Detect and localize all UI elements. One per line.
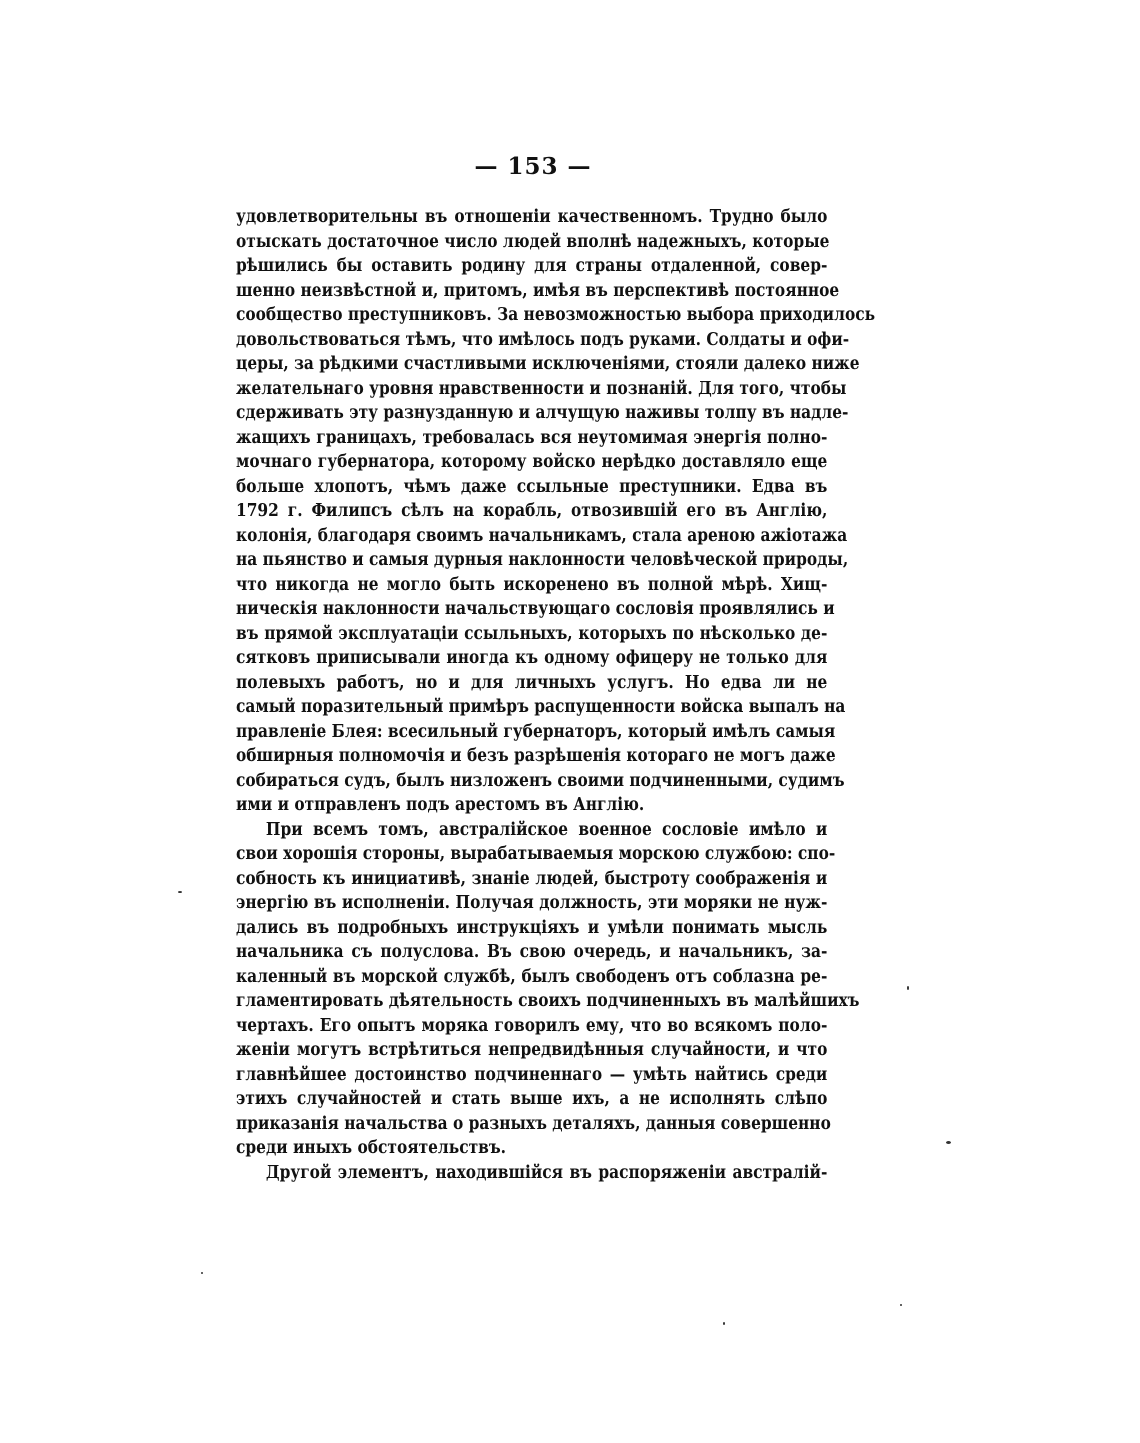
text-line: дались въ подробныхъ инструкцiяхъ и умѣли понимать мысль xyxy=(236,917,828,938)
scan-speck xyxy=(178,891,182,893)
text-line: свои хорошiя стороны, вырабатываемыя морскою службою: спо- xyxy=(236,844,836,864)
text-line: женiи могутъ встрѣтиться непредвидѣнныя случайности, и что xyxy=(236,1040,828,1060)
text-line: сятковъ приписывали иногда къ одному офицеру не только для xyxy=(236,648,828,668)
text-line: 1792 г. Филипсъ сѣлъ на корабль, отвозившiй его въ Англiю, xyxy=(236,501,828,521)
text-line: удовлетворительны въ отношенiи качественномъ. Трудно было xyxy=(236,207,828,227)
scan-speck xyxy=(907,986,909,990)
text-line: рѣшились бы оставить родину для страны отдаленной, совер- xyxy=(236,256,828,276)
page-number: — 153 — xyxy=(474,153,592,180)
text-line: чертахъ. Его опытъ моряка говорилъ ему, что во всякомъ поло- xyxy=(236,1015,828,1036)
text-line: ническiя наклонности начальствующаго сословiя проявлялись и xyxy=(236,599,835,619)
text-line: обширныя полномочiя и безъ разрѣшенiя котораго не могъ даже xyxy=(236,746,836,766)
text-line: полевыхъ работъ, но и для личныхъ услугъ. Но едва ли не xyxy=(236,672,828,693)
scan-speck xyxy=(946,1141,951,1144)
text-line: самый поразительный примѣръ распущенности войска выпалъ на xyxy=(236,697,846,717)
text-line: энергiю въ исполненiи. Получая должность, эти моряки не нуж- xyxy=(236,893,828,913)
text-line: этихъ случайностей и стать выше ихъ, а не исполнять слѣпо xyxy=(236,1089,828,1109)
text-line: шенно неизвѣстной и, притомъ, имѣя въ перспективѣ постоянное xyxy=(236,280,840,301)
paragraph-first-line: При всемъ томъ, австралiйское военное сословiе имѣло и xyxy=(265,819,828,840)
text-line: желательнаго уровня нравственности и познанiй. Для того, чтобы xyxy=(236,378,847,399)
text-line: больше хлопотъ, чѣмъ даже ссыльные преступники. Едва въ xyxy=(236,476,828,497)
scan-speck xyxy=(900,1304,902,1306)
body-text xyxy=(236,205,876,1185)
scan-speck xyxy=(201,1272,203,1274)
text-line: сдерживать эту разнузданную и алчущую наживы толпу въ надле- xyxy=(236,403,849,423)
text-line: приказанiя начальства о разныхъ деталяхъ, данныя совершенно xyxy=(236,1113,831,1134)
text-line: собираться судъ, былъ низложенъ своими подчиненными, судимъ xyxy=(236,770,845,791)
text-line: мочнаго губернатора, которому войско нерѣдко доставляло еще xyxy=(236,452,828,472)
text-line: гламентировать дѣятельность своихъ подчиненныхъ въ малѣйшихъ xyxy=(236,991,860,1011)
text-line: что никогда не могло быть искоренено въ полной мѣрѣ. Хищ- xyxy=(236,574,828,595)
text-line: довольствоваться тѣмъ, что имѣлось подъ руками. Солдаты и офи- xyxy=(236,329,850,350)
paragraph-last-line: среди иныхъ обстоятельствъ. xyxy=(236,1138,507,1158)
text-line: отыскать достаточное число людей вполнѣ надежныхъ, которые xyxy=(236,231,830,252)
text-line: колонiя, благодаря своимъ начальникамъ, стала ареною ажiотажа xyxy=(236,525,848,546)
text-line: въ прямой эксплуатацiи ссыльныхъ, которыхъ по нѣсколько де- xyxy=(236,623,828,644)
text-line: каленный въ морской службѣ, былъ свободенъ отъ соблазна ре- xyxy=(236,966,828,987)
paragraph-first-line: Другой элементъ, находившiйся въ распоряженiи австралiй- xyxy=(265,1162,828,1183)
text-line: жащихъ границахъ, требовалась вся неутомимая энергiя полно- xyxy=(236,427,828,448)
text-line: начальника съ полуслова. Въ свою очередь, и начальникъ, за- xyxy=(236,942,828,962)
paragraph-last-line: ими и отправленъ подъ арестомъ въ Англiю. xyxy=(236,795,645,815)
text-line: на пьянство и самыя дурныя наклонности человѣческой природы, xyxy=(236,550,849,570)
text-line: главнѣйшее достоинство подчиненнаго — умѣть найтись среди xyxy=(236,1064,828,1085)
text-line: сообщество преступниковъ. За невозможностью выбора приходилось xyxy=(236,305,876,325)
text-line: правленiе Блея: всесильный губернаторъ, который имѣлъ самыя xyxy=(236,721,836,742)
text-line: церы, за рѣдкими счастливыми исключенiями, стояли далеко ниже xyxy=(236,354,860,374)
scan-speck xyxy=(723,1322,725,1325)
text-line: собность къ инициативѣ, знанiе людей, быстроту соображенiя и xyxy=(236,868,828,889)
